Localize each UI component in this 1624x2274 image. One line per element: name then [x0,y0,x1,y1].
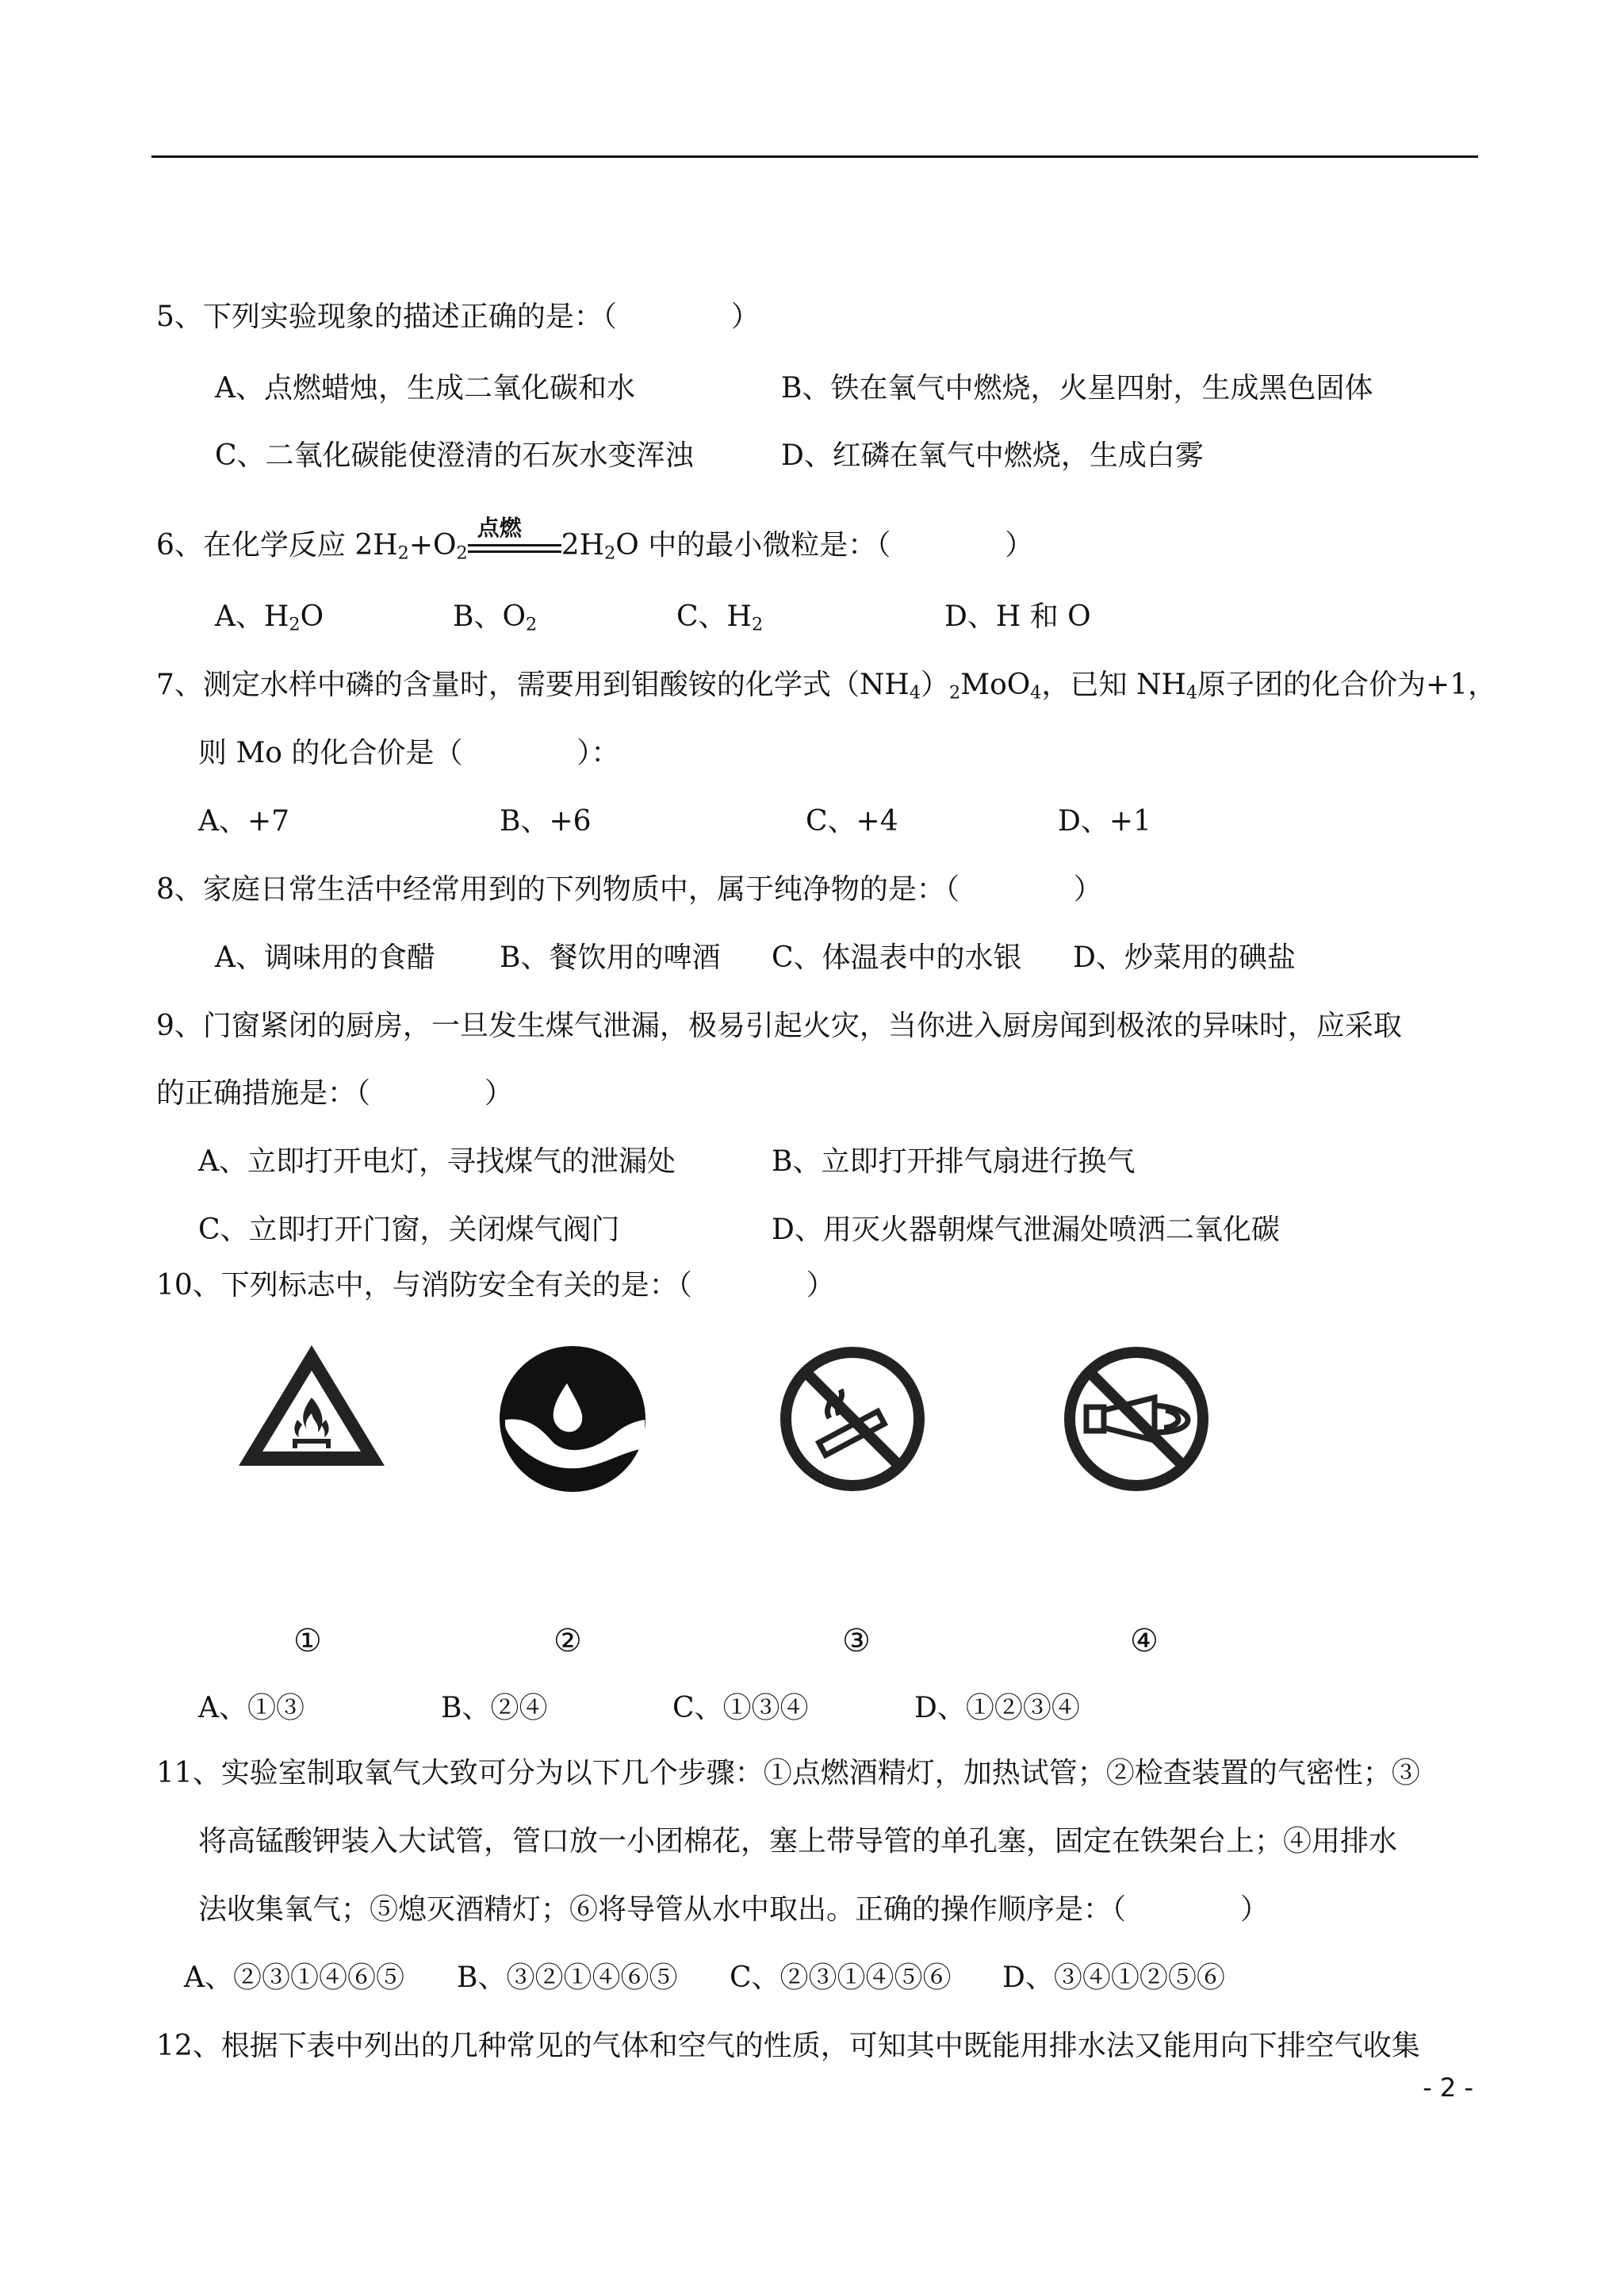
q7-line-1 [156,666,1496,704]
q6-b-sub: 2 [525,614,538,635]
reaction-condition-arrow [468,515,561,565]
q6-option-d[interactable]: D、H 和 O [944,600,1091,633]
q6-sub-1: 2 [397,543,409,564]
sign-label-2: ② [553,1623,582,1659]
q7-option-d[interactable]: D、+1 [1058,805,1151,838]
q7-option-b[interactable]: B、+6 [500,805,592,838]
q5-stem: 5、下列实验现象的描述正确的是：（ ） [156,301,760,333]
q6-stem [156,515,1034,565]
q7-line-2: 则 Mo 的化合价是（ ）： [198,737,620,769]
q7-l1-d: ，已知 NH [1041,669,1186,701]
q8-stem: 8、家庭日常生活中经常用到的下列物质中，属于纯净物的是：（ ） [156,873,1102,906]
q5-option-d[interactable]: D、红磷在氧气中燃烧，生成白雾 [781,439,1204,472]
q7-l1-c: MoO [960,669,1031,701]
q8-option-d[interactable]: D、炒菜用的碘盐 [1073,941,1296,974]
sign-label-3: ③ [842,1623,871,1659]
q10-stem: 10、下列标志中，与消防安全有关的是：（ ） [156,1269,835,1302]
q10-option-b[interactable]: B、②④ [441,1692,548,1724]
q8-option-c[interactable]: C、体温表中的水银 [772,941,1022,974]
q11-option-a[interactable]: A、②③①④⑥⑤ [184,1961,404,1994]
q6-sub-3: 2 [604,543,616,564]
q6-a-sub: 2 [289,614,301,635]
q9-line-2: 的正确措施是：（ ） [156,1077,514,1110]
q7-l1-e: 原子团的化合价为+1， [1197,669,1497,701]
flammable-warning-sign-icon [234,1340,389,1472]
q12-line-1: 12、根据下表中列出的几种常见的气体和空气的性质，可知其中既能用排水法又能用向下排空气收集 [156,2030,1420,2062]
q6-product: 2H [561,529,605,562]
q6-sub-2: 2 [456,543,468,564]
q10-option-d[interactable]: D、①②③④ [914,1692,1080,1724]
q9-option-b[interactable]: B、立即打开排气扇进行换气 [772,1145,1136,1178]
q7-l1-a: 7、测定水样中磷的含量时，需要用到钼酸铵的化学式（NH [156,669,910,701]
reaction-condition: 点燃 [477,515,522,541]
q6-b-pre: B、O [453,600,526,633]
q9-option-d[interactable]: D、用灭火器朝煤气泄漏处喷洒二氧化碳 [772,1214,1280,1246]
q10-option-c[interactable]: C、①③④ [672,1692,809,1724]
q9-option-c[interactable]: C、立即打开门窗，关闭煤气阀门 [198,1214,620,1246]
q6-c-pre: C、H [676,600,752,633]
q11-line-3: 法收集氧气；⑤熄灭酒精灯；⑥将导管从水中取出。正确的操作顺序是：（ ） [198,1893,1270,1926]
q7-option-c[interactable]: C、+4 [806,805,898,838]
q11-line-2: 将高锰酸钾装入大试管，管口放一小团棉花，塞上带导管的单孔塞，固定在铁架台上；④用排水 [198,1825,1398,1858]
q7-l1-b: ） [921,669,950,701]
q6-suffix: O 中的最小微粒是：（ ） [615,529,1034,562]
q6-option-b[interactable] [453,598,537,636]
q6-plus: +O [408,529,457,562]
q6-option-a[interactable] [215,598,324,636]
q5-option-b[interactable]: B、铁在氧气中燃烧，火星四射，生成黑色固体 [781,372,1373,405]
q11-option-d[interactable]: D、③④①②⑤⑥ [1002,1961,1225,1994]
q6-prefix: 6、在化学反应 2H [156,529,398,562]
q7-option-a[interactable]: A、+7 [198,805,290,838]
q7-l1-s4: 4 [1185,682,1198,704]
q6-a-pre: A、H [215,600,289,633]
q7-l1-s3: 4 [1030,682,1042,704]
no-horn-sign-icon [1061,1344,1212,1494]
q10-option-a[interactable]: A、①③ [198,1692,304,1724]
q9-line-1: 9、门窗紧闭的厨房，一旦发生煤气泄漏，极易引起火灾，当你进入厨房闻到极浓的异味时，应采取 [156,1010,1402,1042]
q6-a-post: O [300,600,324,633]
q11-option-b[interactable]: B、③②①④⑥⑤ [457,1961,678,1994]
q11-option-c[interactable]: C、②③①④⑤⑥ [730,1961,952,1994]
q9-option-a[interactable]: A、立即打开电灯，寻找煤气的泄漏处 [198,1145,676,1178]
header-rule [151,155,1478,158]
q7-l1-s1: 4 [909,682,921,704]
q11-line-1: 11、实验室制取氧气大致可分为以下几个步骤：①点燃酒精灯，加热试管；②检查装置的气密性；③ [156,1757,1420,1789]
q7-l1-s2: 2 [949,682,961,704]
q6-c-sub: 2 [751,614,764,635]
no-smoking-sign-icon [777,1344,928,1494]
q5-option-c[interactable]: C、二氧化碳能使澄清的石灰水变浑浊 [215,439,694,472]
water-reactive-sign-icon [497,1344,648,1494]
q6-option-c[interactable] [676,598,763,636]
sign-label-1: ① [293,1623,322,1659]
page-number: - 2 - [1423,2073,1473,2103]
q5-option-a[interactable]: A、点燃蜡烛，生成二氧化碳和水 [215,372,635,405]
q8-option-b[interactable]: B、餐饮用的啤酒 [500,941,721,974]
sign-label-4: ④ [1130,1623,1159,1659]
q8-option-a[interactable]: A、调味用的食醋 [215,941,435,974]
